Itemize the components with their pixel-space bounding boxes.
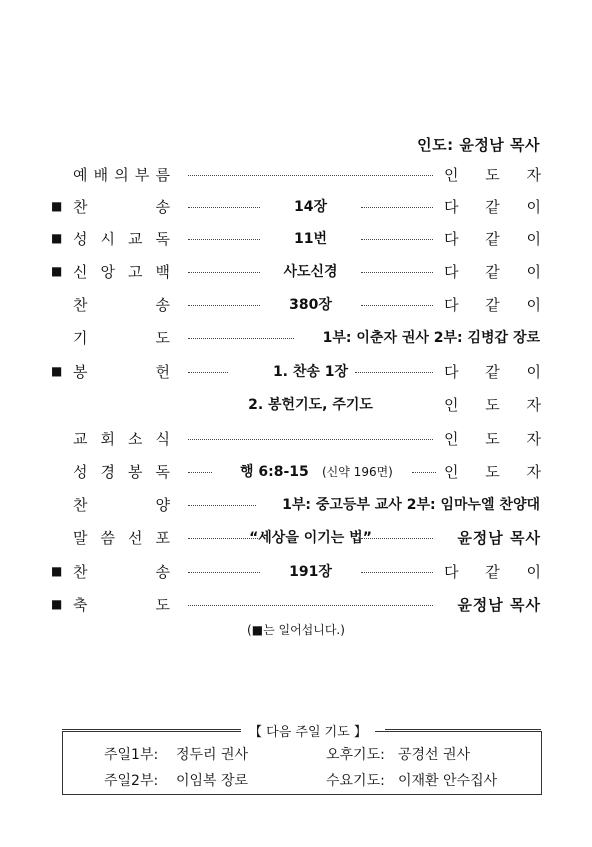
item-label: [73, 494, 170, 515]
leader-dots: [188, 594, 433, 606]
item-leader: [444, 228, 541, 249]
entry-key: 주일2부:: [104, 773, 159, 789]
item-leader-char: 도: [485, 166, 500, 184]
item-label-char: 경: [100, 463, 115, 481]
item-label-char: 찬: [73, 563, 88, 581]
next-week-title: 【 다음 주일 기도 】: [241, 721, 375, 740]
standing-marker: ■: [51, 231, 63, 245]
item-leader-char: 인: [444, 166, 459, 184]
item-label-char: 의: [114, 166, 129, 184]
item-label-char: 기: [73, 329, 88, 347]
entry-value: 공경선 권사: [398, 747, 471, 763]
entry-key: 수요기도:: [326, 773, 385, 789]
leader-dots: [188, 327, 294, 339]
item-label: [73, 594, 170, 615]
standing-marker: ■: [51, 564, 63, 578]
item-label: [73, 561, 170, 582]
item-label: [73, 261, 170, 282]
item-leader-char: 이: [526, 296, 541, 314]
worship-item: [0, 394, 592, 416]
item-leader-char: 이: [526, 563, 541, 581]
item-leader: [444, 294, 541, 315]
item-label-char: 찬: [73, 496, 88, 514]
item-label-char: 성: [73, 230, 88, 248]
item-leader-char: 같: [485, 230, 500, 248]
item-leader-char: 다: [444, 230, 459, 248]
item-leader-char: 같: [485, 198, 500, 216]
item-label: [73, 428, 170, 449]
item-label-char: 도: [155, 329, 170, 347]
item-label-char: 신: [73, 263, 88, 281]
item-label-char: 봉: [73, 363, 88, 381]
worship-item: [0, 361, 592, 383]
item-leader: [444, 261, 541, 282]
item-label: [73, 294, 170, 315]
leader-dots: [188, 361, 228, 373]
item-assignment: 1부: 중고등부 교사 2부: 임마누엘 찬양대: [282, 497, 540, 513]
leader-dots: [188, 527, 260, 539]
item-label-char: 교: [128, 230, 143, 248]
leader-dots: [188, 228, 260, 240]
item-leader-char: 이: [526, 263, 541, 281]
item-label: [73, 361, 170, 382]
item-leader-char: 도: [485, 396, 500, 414]
scripture-page-note: (신약 196면): [322, 465, 393, 479]
standing-marker: ■: [51, 597, 63, 611]
item-leader: [444, 561, 541, 582]
item-leader-char: 인: [444, 396, 459, 414]
item-leader-char: 인: [444, 463, 459, 481]
item-label-char: 봉: [128, 463, 143, 481]
leader-dots: [361, 561, 433, 573]
item-leader-char: 다: [444, 198, 459, 216]
entry-value: 이재환 안수집사: [398, 773, 498, 789]
standing-marker: ■: [51, 199, 63, 213]
leader-dots: [188, 261, 260, 273]
presider: 인도: 윤정남 목사: [417, 136, 540, 154]
item-leader-char: 이: [526, 198, 541, 216]
item-leader-char: 자: [526, 396, 541, 414]
next-week-entry: [326, 770, 497, 790]
worship-item: [0, 327, 592, 349]
item-label-char: 찬: [73, 296, 88, 314]
box-title-rule-left: [62, 729, 242, 730]
leader-dots: [361, 196, 433, 208]
standing-marker: ■: [51, 264, 63, 278]
item-detail: “세상을 이기는 법”: [249, 530, 372, 546]
item-leader-char: 다: [444, 263, 459, 281]
worship-item: [0, 261, 592, 283]
item-label-char: 송: [155, 198, 170, 216]
item-label-char: 성: [73, 463, 88, 481]
item-leader-char: 자: [526, 463, 541, 481]
worship-item: [0, 428, 592, 450]
item-label-char: 백: [155, 263, 170, 281]
item-label: [73, 461, 170, 482]
item-leader-char: 다: [444, 296, 459, 314]
item-label-char: 양: [155, 496, 170, 514]
leader-dots: [361, 261, 433, 273]
item-label-char: 소: [128, 430, 143, 448]
item-leader-char: 이: [526, 363, 541, 381]
item-leader: [444, 196, 541, 217]
item-leader: 윤정남 목사: [457, 529, 541, 547]
standing-marker: ■: [51, 364, 63, 378]
item-label-char: 배: [93, 166, 109, 184]
item-label: [73, 164, 170, 185]
item-detail: 1. 찬송 1장: [272, 364, 349, 380]
leader-dots: [188, 196, 260, 208]
item-label-char: 고: [128, 263, 143, 281]
item-label-char: 찬: [73, 198, 88, 216]
worship-item: [0, 494, 592, 516]
item-leader-char: 도: [485, 463, 500, 481]
item-label-char: 회: [100, 430, 115, 448]
item-detail: 2. 봉헌기도, 주기도: [248, 397, 373, 413]
box-title-rule-right: [385, 729, 541, 730]
item-leader: [444, 361, 541, 382]
item-label-char: 독: [155, 463, 170, 481]
item-leader-char: 다: [444, 363, 459, 381]
item-label-char: 도: [155, 596, 170, 614]
entry-key: 오후기도:: [326, 747, 385, 763]
worship-item: [0, 527, 592, 549]
leader-dots: [188, 428, 433, 440]
leader-dots: [361, 294, 433, 306]
item-detail: 행 6:8-15: [240, 464, 309, 480]
item-label-char: 독: [155, 230, 170, 248]
standing-note: (■는 일어섭니다.): [247, 623, 345, 637]
item-detail: 11번: [293, 231, 327, 247]
item-leader-char: 같: [485, 296, 500, 314]
item-label-char: 헌: [155, 363, 170, 381]
worship-item: [0, 196, 592, 218]
item-leader: [444, 428, 541, 449]
item-leader-char: 같: [485, 563, 500, 581]
item-label: [73, 527, 170, 548]
item-label-char: 포: [155, 529, 170, 547]
leader-dots: [361, 527, 433, 539]
worship-item: [0, 164, 592, 186]
item-leader-char: 다: [444, 563, 459, 581]
item-leader-char: 같: [485, 263, 500, 281]
item-label-char: 시: [100, 230, 115, 248]
item-label-char: 예: [73, 166, 88, 184]
item-leader: [444, 164, 541, 185]
leader-dots: [361, 228, 433, 240]
next-week-entry: [104, 744, 248, 764]
item-leader: 윤정남 목사: [457, 596, 541, 614]
item-leader-char: 인: [444, 430, 459, 448]
item-label: [73, 228, 170, 249]
item-detail: 380장: [289, 297, 332, 313]
worship-item: [0, 594, 592, 616]
worship-item: [0, 461, 592, 483]
leader-dots: [188, 461, 212, 473]
leader-dots: [412, 461, 436, 473]
item-label-char: 말: [73, 529, 88, 547]
leader-dots: [355, 361, 433, 373]
next-week-entry: [104, 770, 248, 790]
item-detail: 14장: [293, 199, 327, 215]
worship-item: [0, 228, 592, 250]
item-detail: 191장: [289, 564, 332, 580]
item-label-char: 식: [155, 430, 170, 448]
item-leader-char: 자: [526, 430, 541, 448]
item-assignment: 1부: 이춘자 권사 2부: 김병갑 장로: [322, 330, 540, 346]
leader-dots: [188, 164, 433, 176]
item-label-char: 송: [155, 296, 170, 314]
entry-value: 정두리 권사: [176, 747, 249, 763]
item-label-char: 축: [73, 596, 88, 614]
item-leader-char: 자: [526, 166, 541, 184]
item-label-char: 앙: [100, 263, 115, 281]
entry-value: 이임복 장로: [176, 773, 249, 789]
leader-dots: [188, 494, 256, 506]
entry-key: 주일1부:: [104, 747, 159, 763]
item-leader: [444, 461, 541, 482]
worship-item: [0, 561, 592, 583]
item-label-char: 송: [155, 563, 170, 581]
leader-dots: [188, 561, 260, 573]
worship-item: [0, 294, 592, 316]
leader-dots: [188, 294, 260, 306]
item-label-char: 씀: [100, 529, 115, 547]
item-leader-char: 도: [485, 430, 500, 448]
item-leader-char: 같: [485, 363, 500, 381]
item-label: [73, 327, 170, 348]
item-label: [73, 196, 170, 217]
item-label-char: 름: [155, 166, 170, 184]
item-label-char: 선: [128, 529, 143, 547]
item-detail: 사도신경: [283, 264, 338, 280]
item-leader: [444, 394, 541, 415]
next-week-entry: [326, 744, 470, 764]
item-leader-char: 이: [526, 230, 541, 248]
item-label-char: 부: [134, 166, 150, 184]
item-label-char: 교: [73, 430, 88, 448]
